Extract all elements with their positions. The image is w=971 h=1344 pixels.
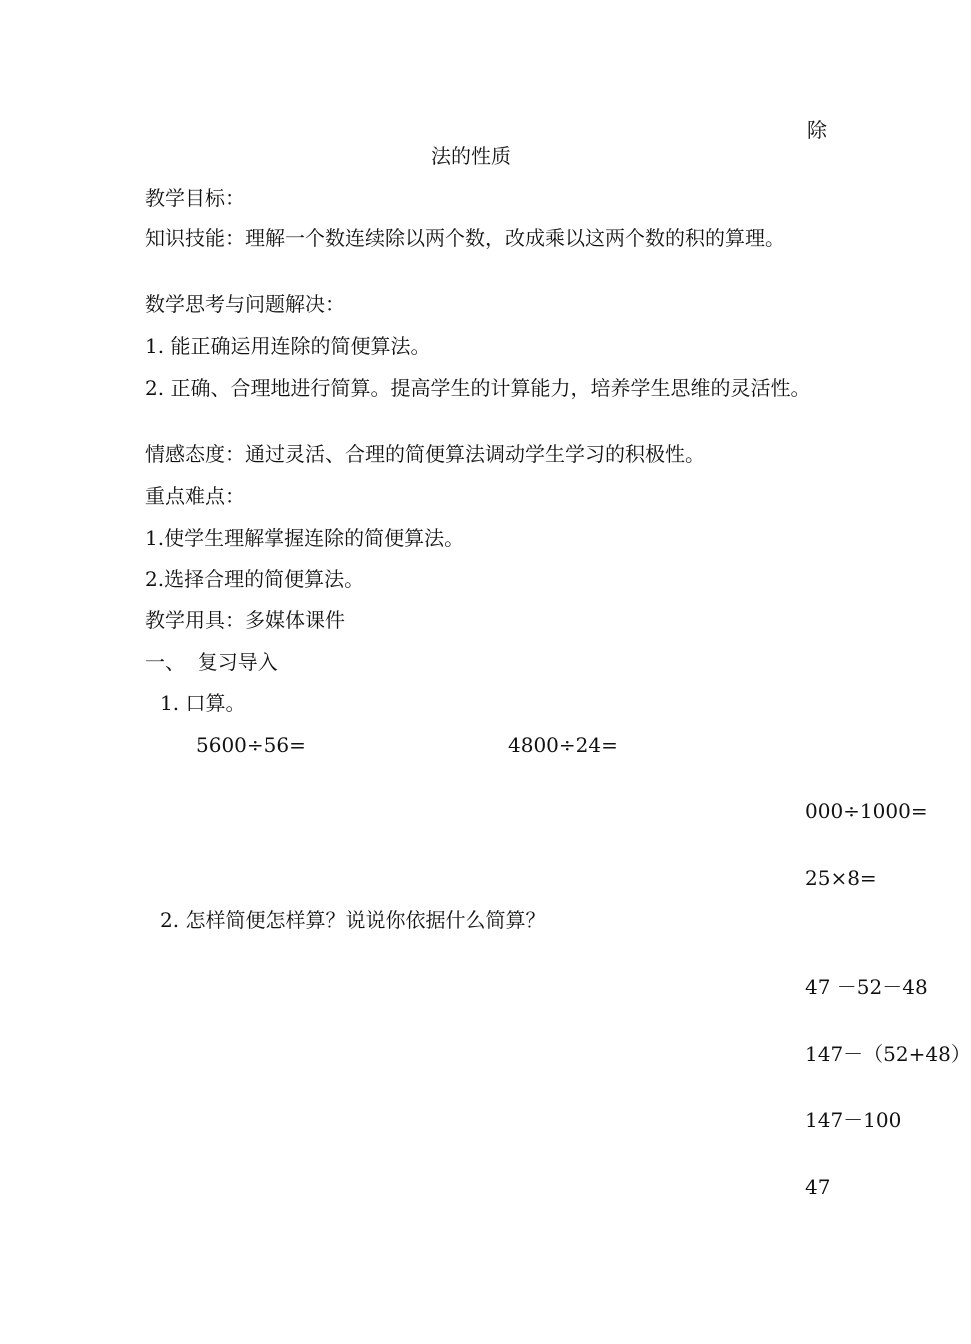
exercise1-item-1: 5600÷56=: [196, 733, 306, 757]
exercise2-step-3: 147－100: [805, 1108, 902, 1132]
exercise1-label: 1. 口算。: [160, 691, 246, 715]
key-point-item-2: 2.选择合理的简便算法。: [145, 567, 365, 591]
exercise1-item-3: 000÷1000=: [805, 799, 928, 823]
exercise2-label: 2. 怎样简便怎样算？说说你依据什么简算？: [160, 908, 546, 932]
exercise2-step-1: 47 －52－48: [805, 975, 928, 999]
math-thinking-item-1: 1. 能正确运用连除的简便算法。: [145, 334, 431, 358]
knowledge-skill-paragraph: 知识技能：理解一个数连续除以两个数，改成乘以这两个数的积的算理。: [145, 226, 785, 250]
exercise2-step-4: 47: [805, 1175, 831, 1199]
teaching-tools: 教学用具：多媒体课件: [145, 608, 345, 632]
emotion-paragraph: 情感态度：通过灵活、合理的简便算法调动学生学习的积极性。: [145, 442, 705, 466]
key-points-heading: 重点难点：: [145, 484, 245, 508]
key-point-item-1: 1.使学生理解掌握连除的简便算法。: [145, 526, 465, 550]
math-thinking-item-2: 2. 正确、合理地进行简算。提高学生的计算能力，培养学生思维的灵活性。: [145, 376, 811, 400]
exercise1-item-2: 4800÷24=: [508, 733, 618, 757]
math-thinking-heading: 数学思考与问题解决：: [145, 292, 345, 316]
page-title: 法的性质: [431, 144, 511, 168]
objectives-heading: 教学目标：: [145, 186, 245, 210]
exercise1-item-4: 25×8=: [805, 866, 877, 890]
exercise2-step-2: 147－（52+48）: [805, 1042, 971, 1066]
title-fragment-1: 除: [807, 118, 827, 142]
review-heading: 一、 复习导入: [145, 650, 278, 674]
